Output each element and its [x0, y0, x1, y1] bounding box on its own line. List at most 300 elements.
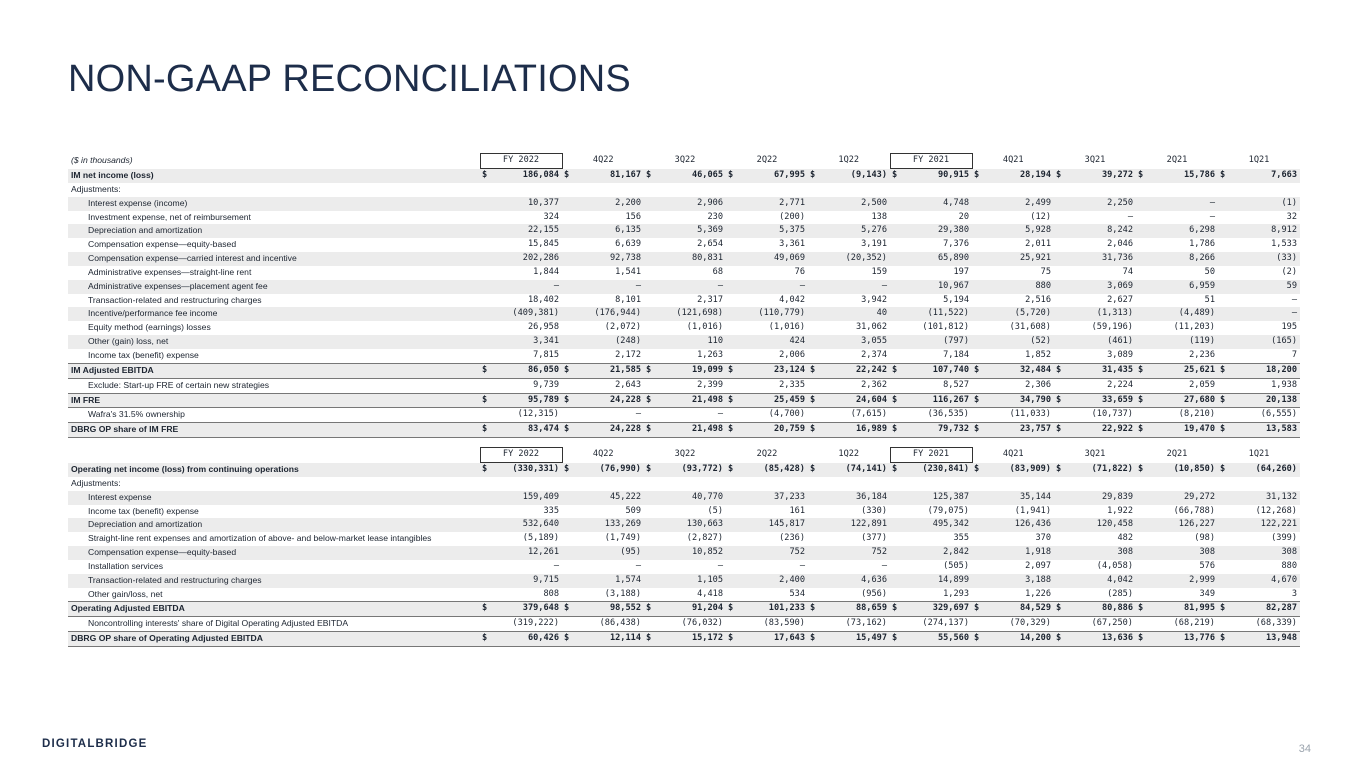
value-text: 18,402 — [527, 294, 559, 305]
value-text: – — [1291, 308, 1297, 319]
value-cell — [1136, 335, 1218, 349]
currency-symbol: $ — [974, 394, 980, 405]
value-text: 2,399 — [697, 379, 723, 390]
value-cell — [1136, 363, 1218, 378]
value-cell — [1054, 280, 1136, 294]
value-text: 2,097 — [1025, 560, 1051, 571]
value-text: (1,313) — [1096, 308, 1133, 319]
value-text: 18,200 — [1265, 364, 1297, 375]
value-cell — [726, 393, 808, 408]
currency-symbol: $ — [1220, 169, 1226, 180]
value-text: 1,852 — [1025, 349, 1051, 360]
currency-symbol: $ — [1138, 424, 1144, 435]
table-row — [68, 588, 1300, 602]
value-text: 39,272 — [1101, 169, 1133, 180]
value-cell — [972, 378, 1054, 393]
table-row — [68, 408, 1300, 423]
value-text: 25,459 — [773, 394, 805, 405]
value-text: 98,552 — [609, 603, 641, 614]
value-text: 1,938 — [1271, 379, 1297, 390]
page-title: NON-GAAP RECONCILIATIONS — [68, 58, 631, 100]
value-text: (4,489) — [1178, 308, 1215, 319]
value-text: 24,604 — [855, 394, 887, 405]
currency-symbol: $ — [810, 633, 816, 644]
currency-symbol: $ — [810, 394, 816, 405]
currency-symbol: $ — [646, 424, 652, 435]
value-text: 308 — [1117, 547, 1133, 558]
column-header: 4Q21 — [1002, 155, 1024, 166]
value-cell — [1218, 321, 1300, 335]
table-row — [68, 423, 1300, 438]
row-label: Operating Adjusted EBITDA — [68, 602, 480, 617]
value-text: – — [799, 560, 805, 571]
value-text: (10,737) — [1091, 409, 1133, 420]
value-text: 2,335 — [779, 379, 805, 390]
value-cell — [1218, 560, 1300, 574]
value-cell — [562, 408, 644, 423]
currency-symbol: $ — [1138, 463, 1144, 474]
value-text: 13,776 — [1183, 633, 1215, 644]
value-text: 2,236 — [1189, 349, 1215, 360]
value-cell — [644, 349, 726, 363]
column-header: FY 2021 — [890, 448, 972, 463]
value-text: 2,046 — [1107, 239, 1133, 250]
value-text: (8,210) — [1178, 409, 1215, 420]
value-text: 80,886 — [1101, 603, 1133, 614]
value-text: (461) — [1107, 336, 1133, 347]
value-cell — [480, 632, 562, 647]
value-cell — [972, 408, 1054, 423]
value-cell — [726, 335, 808, 349]
value-text: 81,995 — [1183, 603, 1215, 614]
value-text: (71,822) — [1091, 463, 1133, 474]
value-cell — [1218, 169, 1300, 183]
value-text: (66,788) — [1173, 505, 1215, 516]
value-text: 370 — [1035, 533, 1051, 544]
value-cell — [972, 335, 1054, 349]
row-label: Investment expense, net of reimbursement — [88, 211, 251, 222]
value-cell — [644, 169, 726, 183]
value-cell — [1136, 518, 1218, 532]
table-row — [68, 224, 1300, 238]
value-cell — [726, 238, 808, 252]
value-cell — [726, 574, 808, 588]
value-text: 1,786 — [1189, 239, 1215, 250]
currency-symbol: $ — [1220, 364, 1226, 375]
value-text: (11,522) — [927, 308, 969, 319]
value-text: (83,909) — [1009, 463, 1051, 474]
value-text: 1,574 — [615, 574, 641, 585]
value-cell — [1218, 588, 1300, 602]
value-cell — [726, 197, 808, 211]
value-cell — [890, 238, 972, 252]
value-text: 14,200 — [1019, 633, 1051, 644]
value-text: (377) — [861, 533, 887, 544]
value-text: 29,839 — [1101, 491, 1133, 502]
currency-symbol: $ — [974, 169, 980, 180]
value-cell — [562, 546, 644, 560]
value-cell — [808, 183, 890, 197]
value-text: 3,188 — [1025, 574, 1051, 585]
value-cell — [890, 423, 972, 438]
value-cell — [562, 349, 644, 363]
value-cell — [808, 280, 890, 294]
value-cell — [726, 463, 808, 477]
value-text: (64,260) — [1255, 463, 1297, 474]
value-cell — [808, 211, 890, 225]
currency-symbol: $ — [1138, 364, 1144, 375]
value-cell — [644, 532, 726, 546]
value-text: (399) — [1271, 533, 1297, 544]
value-text: (121,698) — [676, 308, 723, 319]
value-text: 95,789 — [527, 394, 559, 405]
value-text: (93,772) — [681, 463, 723, 474]
row-label: Incentive/performance fee income — [68, 307, 480, 321]
value-cell — [1218, 505, 1300, 519]
value-cell — [562, 294, 644, 308]
value-text: 2,317 — [697, 294, 723, 305]
value-text: (2,072) — [604, 322, 641, 333]
value-cell — [562, 423, 644, 438]
currency-symbol: $ — [1056, 424, 1062, 435]
value-cell — [808, 363, 890, 378]
value-cell — [808, 307, 890, 321]
value-cell — [1054, 588, 1136, 602]
value-cell — [480, 307, 562, 321]
currency-symbol: $ — [810, 603, 816, 614]
value-cell — [480, 280, 562, 294]
value-cell — [726, 505, 808, 519]
column-header: FY 2022 — [480, 448, 562, 463]
value-cell — [1136, 602, 1218, 617]
currency-symbol: $ — [1056, 463, 1062, 474]
value-text: 49,069 — [773, 253, 805, 264]
value-text: (7,615) — [850, 409, 887, 420]
value-text: 26,958 — [527, 322, 559, 333]
value-cell — [808, 632, 890, 647]
value-text: 21,585 — [609, 364, 641, 375]
value-text: 76 — [794, 266, 805, 277]
currency-symbol: $ — [892, 603, 898, 614]
value-cell — [972, 532, 1054, 546]
value-cell — [972, 238, 1054, 252]
value-cell — [480, 532, 562, 546]
currency-symbol: $ — [646, 633, 652, 644]
value-text: – — [553, 560, 559, 571]
column-header: 1Q21 — [1248, 155, 1270, 166]
value-text: 3,341 — [533, 336, 559, 347]
value-cell — [480, 518, 562, 532]
operating-reconciliation-table — [68, 447, 1300, 647]
value-text: 3 — [1291, 588, 1297, 599]
value-text: 2,516 — [1025, 294, 1051, 305]
value-text: (76,032) — [681, 618, 723, 629]
page-number: 34 — [1298, 743, 1311, 755]
value-cell — [1136, 349, 1218, 363]
value-text: (68,339) — [1255, 618, 1297, 629]
value-cell — [1054, 294, 1136, 308]
value-cell — [890, 335, 972, 349]
value-cell — [972, 617, 1054, 632]
table-row — [68, 197, 1300, 211]
value-text: 2,627 — [1107, 294, 1133, 305]
row-label: IM FRE — [68, 393, 480, 408]
value-text: 2,306 — [1025, 379, 1051, 390]
row-label: Transaction-related and restructuring charges — [88, 294, 262, 305]
value-cell — [726, 321, 808, 335]
value-text: 84,529 — [1019, 603, 1051, 614]
value-text: 1,844 — [533, 266, 559, 277]
value-cell — [972, 574, 1054, 588]
value-cell — [1136, 307, 1218, 321]
value-cell — [480, 574, 562, 588]
value-cell — [644, 378, 726, 393]
value-text: 2,172 — [615, 349, 641, 360]
value-cell — [1054, 335, 1136, 349]
row-label: Other gain/loss, net — [88, 588, 163, 599]
currency-symbol: $ — [1138, 169, 1144, 180]
value-cell — [644, 408, 726, 423]
value-text: 31,132 — [1265, 491, 1297, 502]
value-cell — [726, 307, 808, 321]
value-cell — [1218, 393, 1300, 408]
currency-symbol: $ — [564, 394, 570, 405]
value-cell — [808, 169, 890, 183]
value-cell — [726, 602, 808, 617]
currency-symbol: $ — [482, 424, 488, 435]
value-text: (5,720) — [1014, 308, 1051, 319]
value-cell — [1054, 602, 1136, 617]
value-text: 75 — [1040, 266, 1051, 277]
row-label: Depreciation and amortization — [68, 518, 480, 532]
value-cell — [808, 518, 890, 532]
value-text: 19,470 — [1183, 424, 1215, 435]
column-header: 2Q21 — [1166, 449, 1188, 460]
value-cell — [562, 532, 644, 546]
value-text: 308 — [1281, 547, 1297, 558]
value-cell — [1218, 197, 1300, 211]
value-text: 74 — [1122, 266, 1133, 277]
value-cell — [480, 378, 562, 393]
value-text: 65,890 — [937, 253, 969, 264]
value-text: 1,293 — [943, 588, 969, 599]
value-cell — [1218, 238, 1300, 252]
value-cell — [890, 294, 972, 308]
currency-symbol: $ — [1138, 603, 1144, 614]
currency-symbol: $ — [974, 633, 980, 644]
value-text: (319,222) — [512, 618, 559, 629]
currency-symbol: $ — [1056, 169, 1062, 180]
value-text: 7,663 — [1271, 169, 1297, 180]
currency-symbol: $ — [810, 463, 816, 474]
value-cell — [890, 505, 972, 519]
value-cell — [1218, 532, 1300, 546]
currency-symbol: $ — [810, 169, 816, 180]
value-cell — [562, 477, 644, 491]
value-text: (2) — [1281, 266, 1297, 277]
currency-symbol: $ — [564, 463, 570, 474]
value-cell — [890, 393, 972, 408]
value-cell — [972, 211, 1054, 225]
value-cell — [890, 518, 972, 532]
value-text: 161 — [789, 505, 805, 516]
value-cell — [1136, 574, 1218, 588]
value-cell — [644, 307, 726, 321]
row-label: Administrative expenses—straight-line rent — [88, 266, 252, 277]
value-text: 81,167 — [609, 169, 641, 180]
value-cell — [644, 477, 726, 491]
value-cell — [972, 197, 1054, 211]
table-row — [68, 280, 1300, 294]
value-cell — [644, 211, 726, 225]
value-text: 4,042 — [779, 294, 805, 305]
value-text: 324 — [543, 211, 559, 222]
value-cell — [562, 335, 644, 349]
value-text: – — [1291, 294, 1297, 305]
value-cell — [1054, 238, 1136, 252]
value-text: 20 — [958, 211, 969, 222]
value-text: 808 — [543, 588, 559, 599]
value-cell — [562, 588, 644, 602]
table-row — [68, 463, 1300, 477]
value-cell — [562, 252, 644, 266]
value-cell — [1136, 378, 1218, 393]
column-header: FY 2022 — [480, 154, 562, 169]
value-cell — [1218, 266, 1300, 280]
value-text: 32,484 — [1019, 364, 1051, 375]
currency-symbol: $ — [1056, 394, 1062, 405]
value-text: (285) — [1107, 588, 1133, 599]
column-header: 1Q21 — [1248, 449, 1270, 460]
value-text: (98) — [1194, 533, 1215, 544]
value-text: 24,228 — [609, 394, 641, 405]
table-row — [68, 238, 1300, 252]
value-cell — [726, 617, 808, 632]
table-row — [68, 617, 1300, 632]
value-cell — [890, 266, 972, 280]
value-text: 4,748 — [943, 197, 969, 208]
value-cell — [562, 632, 644, 647]
value-cell — [890, 224, 972, 238]
value-text: (95) — [620, 547, 641, 558]
value-text: 6,639 — [615, 239, 641, 250]
value-text: 379,648 — [522, 603, 559, 614]
table-row — [68, 294, 1300, 308]
value-text: 2,374 — [861, 349, 887, 360]
row-label: Income tax (benefit) expense — [88, 505, 199, 516]
value-text: 2,999 — [1189, 574, 1215, 585]
currency-symbol: $ — [646, 394, 652, 405]
value-text: 36,184 — [855, 491, 887, 502]
value-cell — [726, 224, 808, 238]
value-cell — [972, 224, 1054, 238]
value-cell — [1054, 518, 1136, 532]
value-cell — [562, 197, 644, 211]
value-text: (176,944) — [594, 308, 641, 319]
value-text: 2,842 — [943, 547, 969, 558]
value-text: 50 — [1204, 266, 1215, 277]
row-label: Equity method (earnings) losses — [88, 322, 211, 333]
value-cell — [726, 477, 808, 491]
value-cell — [1054, 532, 1136, 546]
value-text: 13,948 — [1265, 633, 1297, 644]
value-text: 4,636 — [861, 574, 887, 585]
value-cell — [644, 238, 726, 252]
value-cell — [480, 408, 562, 423]
value-text: 35,144 — [1019, 491, 1051, 502]
value-cell — [972, 307, 1054, 321]
value-text: (1,941) — [1014, 505, 1051, 516]
value-cell — [1054, 211, 1136, 225]
value-cell — [562, 169, 644, 183]
value-text: 2,250 — [1107, 197, 1133, 208]
value-cell — [644, 266, 726, 280]
value-text: (79,075) — [927, 505, 969, 516]
currency-symbol: $ — [482, 394, 488, 405]
value-cell — [644, 463, 726, 477]
table-row — [68, 252, 1300, 266]
row-label: Adjustments: — [71, 477, 121, 488]
value-cell — [972, 252, 1054, 266]
currency-symbol: $ — [482, 464, 488, 474]
value-cell — [972, 423, 1054, 438]
value-cell — [644, 632, 726, 647]
value-text: (956) — [861, 588, 887, 599]
currency-symbol: $ — [1138, 633, 1144, 644]
currency-symbol: $ — [564, 633, 570, 644]
value-cell — [1054, 423, 1136, 438]
value-cell — [726, 266, 808, 280]
value-text: – — [717, 560, 723, 571]
value-text: 31,435 — [1101, 364, 1133, 375]
value-cell — [890, 574, 972, 588]
value-text: 1,533 — [1271, 239, 1297, 250]
value-cell — [562, 393, 644, 408]
currency-symbol: $ — [646, 603, 652, 614]
currency-symbol: $ — [1220, 633, 1226, 644]
value-text: (1,016) — [686, 322, 723, 333]
value-cell — [972, 518, 1054, 532]
value-text: 92,738 — [609, 253, 641, 264]
value-cell — [726, 294, 808, 308]
value-text: 15,845 — [527, 239, 559, 250]
value-cell — [480, 393, 562, 408]
value-cell — [726, 518, 808, 532]
value-cell — [562, 505, 644, 519]
value-cell — [808, 546, 890, 560]
value-cell — [1218, 363, 1300, 378]
value-text: 67,995 — [773, 169, 805, 180]
table-row — [68, 211, 1300, 225]
value-text: 101,233 — [768, 603, 805, 614]
value-cell — [726, 532, 808, 546]
value-text: (12,315) — [517, 409, 559, 420]
value-text: 4,042 — [1107, 574, 1133, 585]
value-text: 28,194 — [1019, 169, 1051, 180]
value-text: 8,242 — [1107, 225, 1133, 236]
value-text: 186,084 — [522, 170, 559, 180]
value-cell — [808, 408, 890, 423]
value-cell — [480, 211, 562, 225]
value-text: 27,680 — [1183, 394, 1215, 405]
value-text: 17,643 — [773, 633, 805, 644]
value-text: (10,850) — [1173, 463, 1215, 474]
currency-symbol: $ — [974, 424, 980, 435]
value-text: (101,812) — [922, 322, 969, 333]
value-cell — [726, 252, 808, 266]
value-text: 2,400 — [779, 574, 805, 585]
row-label: IM Adjusted EBITDA — [68, 363, 480, 378]
